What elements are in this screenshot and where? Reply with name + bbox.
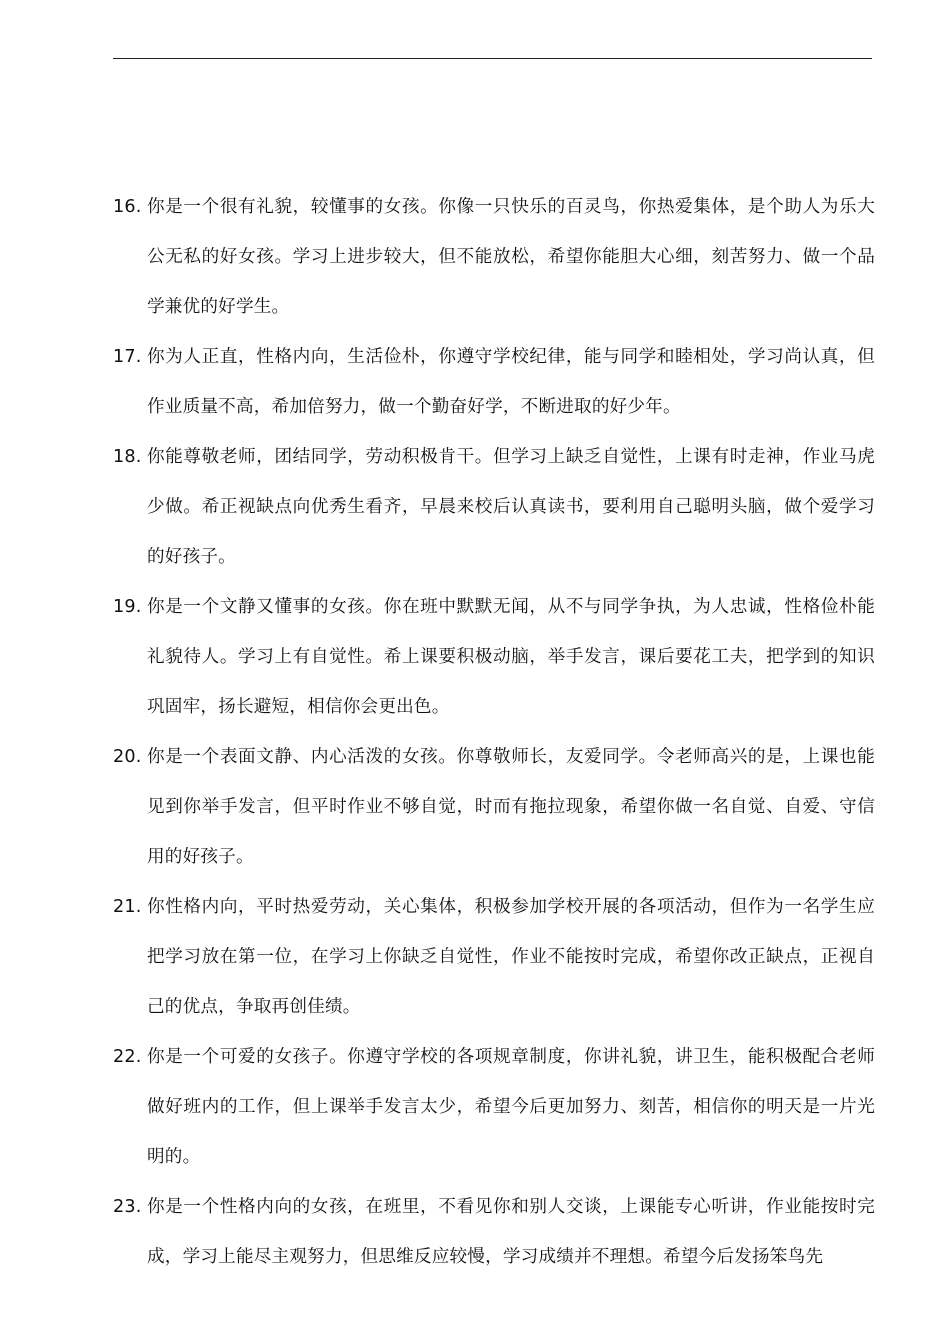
item-text: 你是一个很有礼貌，较懂事的女孩。你像一只快乐的百灵鸟，你热爱集体，是个助人为乐大公无私的好女孩。学习上进步较大，但不能放松，希望你能胆大心细，刻苦努力、做一个品学兼优的好学生。 — [147, 197, 875, 317]
list-item — [113, 1182, 883, 1282]
item-text: 你是一个表面文静、内心活泼的女孩。你尊敬师长，友爱同学。令老师高兴的是，上课也能见到你举手发言，但平时作业不够自觉，时而有拖拉现象，希望你做一名自觉、自爱、守信用的好孩子。 — [147, 747, 875, 867]
item-text: 你性格内向，平时热爱劳动，关心集体，积极参加学校开展的各项活动，但作为一名学生应把学习放在第一位，在学习上你缺乏自觉性，作业不能按时完成，希望你改正缺点，正视自己的优点，争取再创佳绩。 — [147, 897, 875, 1017]
item-number: 20. — [113, 747, 142, 767]
item-text: 你是一个可爱的女孩子。你遵守学校的各项规章制度，你讲礼貌，讲卫生，能积极配合老师做好班内的工作，但上课举手发言太少，希望今后更加努力、刻苦，相信你的明天是一片光明的。 — [147, 1047, 875, 1167]
item-text: 你是一个性格内向的女孩，在班里，不看见你和别人交谈，上课能专心听讲，作业能按时完成，学习上能尽主观努力，但思维反应较慢，学习成绩并不理想。希望今后发扬笨鸟先 — [147, 1197, 875, 1267]
list-item — [113, 1032, 883, 1182]
list-item — [113, 432, 883, 582]
item-number: 18. — [113, 447, 142, 467]
list-item — [113, 182, 883, 332]
item-number: 22. — [113, 1047, 142, 1067]
item-text: 你是一个文静又懂事的女孩。你在班中默默无闻，从不与同学争执，为人忠诚，性格俭朴能礼貌待人。学习上有自觉性。希上课要积极动脑，举手发言，课后要花工夫，把学到的知识巩固牢，扬长避短，相信你会更出色。 — [147, 597, 875, 717]
list-item — [113, 732, 883, 882]
item-number: 17. — [113, 347, 142, 367]
item-text: 你为人正直，性格内向，生活俭朴，你遵守学校纪律，能与同学和睦相处，学习尚认真，但作业质量不高，希加倍努力，做一个勤奋好学，不断进取的好少年。 — [147, 347, 875, 417]
item-number: 16. — [113, 197, 142, 217]
list-item — [113, 332, 883, 432]
list-item — [113, 882, 883, 1032]
header-divider — [113, 58, 872, 59]
list-item — [113, 582, 883, 732]
item-number: 23. — [113, 1197, 142, 1217]
item-text: 你能尊敬老师，团结同学，劳动积极肯干。但学习上缺乏自觉性，上课有时走神，作业马虎少做。希正视缺点向优秀生看齐，早晨来校后认真读书，要利用自己聪明头脑，做个爱学习的好孩子。 — [147, 447, 875, 567]
comment-list — [113, 182, 883, 1282]
item-number: 19. — [113, 597, 142, 617]
item-number: 21. — [113, 897, 142, 917]
